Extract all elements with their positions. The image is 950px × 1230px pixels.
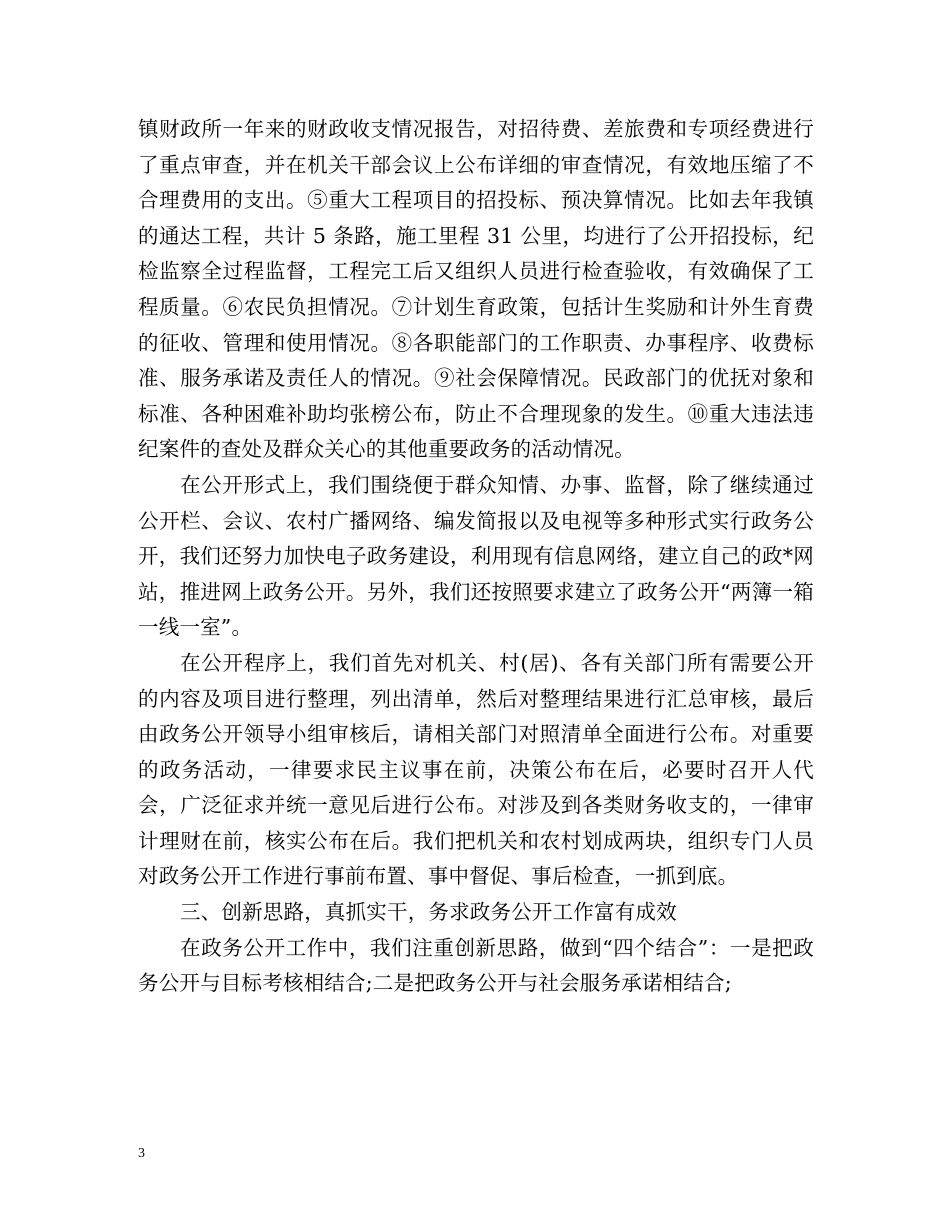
page-number: 3	[138, 1146, 145, 1161]
section-heading: 三、创新思路，真抓实干，务求政务公开工作富有成效	[180, 900, 677, 925]
paragraph-2: 在公开形式上，我们围绕便于群众知情、办事、监督，除了继续通过公开栏、会议、农村广播网络、编发简报以及电视等多种形式实行政务公开，我们还努力加快电子政务建设，利用现有信息网络，建立自己的政*网站，推进网上政务公开。另外，我们还按照要求建立了政务公开“两簿一箱一线一室”。	[138, 472, 814, 640]
paragraph-1: 镇财政所一年来的财政收支情况报告，对招待费、差旅费和专项经费进行了重点审查，并在机关干部会议上公布详细的审查情况，有效地压缩了不合理费用的支出。⑤重大工程项目的招投标、预决算情况。比如去年我镇的通达工程，共计 5 条路，施工里程 31 公里，均进行了公开招投标，纪检监察全过程监督，工程完工后又组织人员进行检查验收，有效确保了工程质量。⑥农民负担情况。⑦计划生育政策，包括计生奖励和计外生育费的征收、管理和使用情况。⑧各职能部门的工作职责、办事程序、收费标准、服务承诺及责任人的情况。⑨社会保障情况。民政部门的优抚对象和标准、各种困难补助均张榜公布，防止不合理现象的发生。⑩重大违法违纪案件的查处及群众关心的其他重要政务的活动情况。	[138, 117, 814, 462]
document-body	[138, 112, 814, 1002]
paragraph-4: 在政务公开工作中，我们注重创新思路，做到“四个结合”：一是把政务公开与目标考核相结合;二是把政务公开与社会服务承诺相结合;	[138, 935, 814, 996]
paragraph-3: 在公开程序上，我们首先对机关、村(居)、各有关部门所有需要公开的内容及项目进行整理，列出清单，然后对整理结果进行汇总审核，最后由政务公开领导小组审核后，请相关部门对照清单全面进行公布。对重要的政务活动，一律要求民主议事在前，决策公布在后，必要时召开人代会，广泛征求并统一意见后进行公布。对涉及到各类财务收支的，一律审计理财在前，核实公布在后。我们把机关和农村划成两块，组织专门人员对政务公开工作进行事前布置、事中督促、事后检查，一抓到底。	[138, 650, 814, 889]
